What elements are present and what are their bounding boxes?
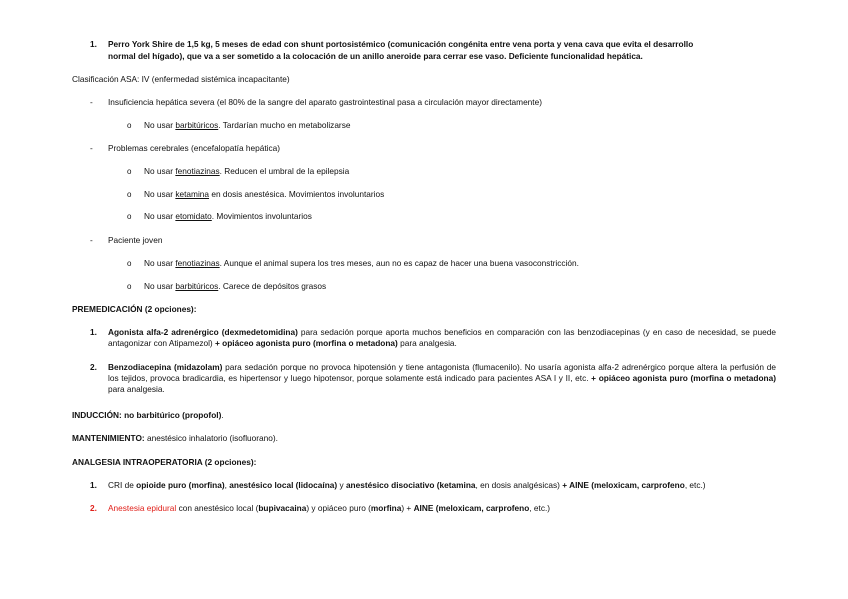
analgesia-option-2: Anestesia epidural con anestésico local (bupivacaina) y opiáceo puro (morfina) + AINE (meloxicam, carprofeno, etc.) [108,503,551,513]
case-number: 1. [90,39,97,49]
maintenance: MANTENIMIENTO: anestésico inhalatorio (isofluorano). [72,433,278,443]
drug-name: barbitúricos [175,281,219,291]
induction: INDUCCIÓN: no barbitúrico (propofol). [72,410,224,420]
asa-classification: Clasificación ASA: IV (enfermedad sistémica incapacitante) [72,74,290,84]
premed-heading: PREMEDICACIÓN (2 opciones): [72,304,197,314]
premed-option-2-number: 2. [90,362,97,372]
problem-1: Insuficiencia hepática severa (el 80% de la sangre del aparato gastrointestinal pasa a circulación mayor directamente) [108,97,542,107]
dash-bullet: - [90,143,93,153]
drug-name: ketamina [175,189,210,199]
sub-bullet: o [127,282,132,291]
sub-bullet: o [127,212,132,221]
problem-1-item-1: No usar barbitúricos. Tardarían mucho en metabolizarse [144,120,351,130]
dash-bullet: - [90,97,93,107]
problem-3-item-1: No usar fenotiazinas. Aunque el animal supera los tres meses, aun no es capaz de hacer una buena vasoconstricción. [144,258,579,268]
analgesia-option-1-number: 1. [90,480,97,490]
problem-3: Paciente joven [108,235,163,245]
sub-bullet: o [127,190,132,199]
problem-2-item-2: No usar ketamina en dosis anestésica. Movimientos involuntarios [144,189,385,199]
analgesia-heading: ANALGESIA INTRAOPERATORIA (2 opciones): [72,457,257,467]
case-line-2: normal del hígado), que va a ser sometido a la colocación de un anillo aneroide para cerrar ese vaso. Deficiente funcionalidad hepática. [108,51,643,61]
problem-3-item-2: No usar barbitúricos. Carece de depósitos grasos [144,281,327,291]
premed-option-2: Benzodiacepina (midazolam) para sedación porque no provoca hipotensión y tiene antagonista (flumacenilo). No usaría agonista alfa-2 adrenérgico porque altera la perfusión de los tejidos, provoca bradicardia, es hipertensor y luego hipotensor, porque solamente está indicado para pacientes ASA I y II, etc. + opiáceo agonista puro (morfina o metadona) para analgesia. [108,362,777,394]
premed-option-1-number: 1. [90,327,97,337]
drug-name: fenotiazinas [175,258,220,268]
case-line-1: Perro York Shire de 1,5 kg, 5 meses de edad con shunt portosistémico (comunicación congénita entre vena porta y vena cava que evita el desarrollo [108,39,694,49]
analgesia-option-2-number: 2. [90,503,97,513]
drug-name: etomidato [175,211,212,221]
sub-bullet: o [127,167,132,176]
problem-2-item-3: No usar etomidato. Movimientos involuntarios [144,211,312,221]
drug-name: barbitúricos [175,120,219,130]
sub-bullet: o [127,121,132,130]
sub-bullet: o [127,259,132,268]
epidural-highlight: Anestesia epidural [108,503,177,513]
analgesia-option-1: CRI de opioide puro (morfina), anestésico local (lidocaína) y anestésico disociativo (ketamina, en dosis analgésicas) + AINE (meloxicam, carprofeno, etc.) [108,480,706,490]
dash-bullet: - [90,235,93,245]
premed-option-1: Agonista alfa-2 adrenérgico (dexmedetomidina) para sedación porque aporta muchos beneficios en comparación con las benzodiacepinas (y en caso de necesidad, se puede antagonizar con Atipamezol) + opiáceo agonista puro (morfina o metadona) para analgesia. [108,327,776,348]
problem-2-item-1: No usar fenotiazinas. Reducen el umbral de la epilepsia [144,166,350,176]
drug-name: fenotiazinas [175,166,220,176]
problem-2: Problemas cerebrales (encefalopatía hepática) [108,143,281,153]
